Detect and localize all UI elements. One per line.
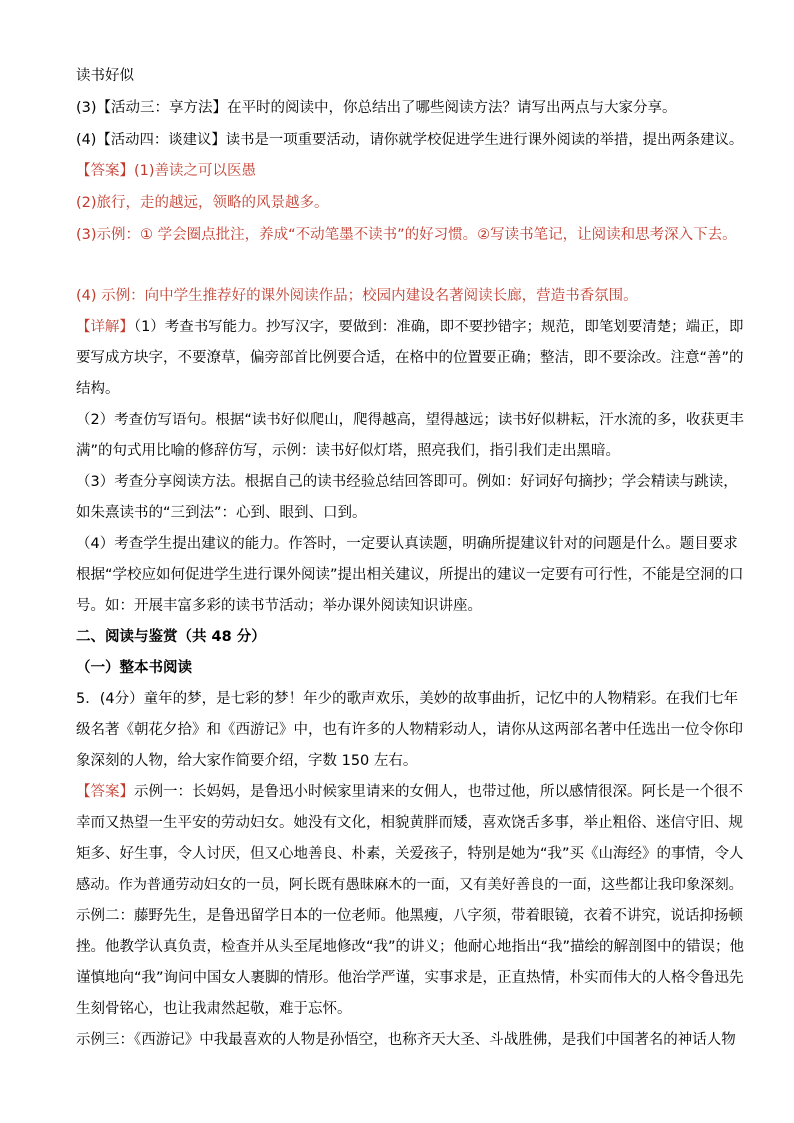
text-line: 要写成方块字，不要潦草，偏旁部首比例要合适，在格中的位置要正确；整洁，即不要涂改。注意“善”的 (76, 350, 744, 366)
highlight-segment: 【答案】 (76, 784, 134, 800)
text-line: （4）考查学生提出建议的能力。作答时，一定要认真读题，明确所提建议针对的问题是什么。题目要求 (76, 536, 738, 552)
text-line: 满”的句式用比喻的修辞仿写，示例：读书好似灯塔，照亮我们，指引我们走出黑暗。 (76, 443, 621, 459)
text-line: 示例三：《西游记》中我最喜欢的人物是孙悟空，也称齐天大圣、斗战胜佛，是我们中国著名的神话人物 (76, 1032, 736, 1048)
text-line: （2）考查仿写语句。根据“读书好似爬山，爬得越高，望得越远；读书好似耕耘，汗水流的多，收获更丰 (76, 412, 744, 428)
text-line: 5．(4分）童年的梦，是七彩的梦！年少的歌声欢乐，美妙的故事曲折，记忆中的人物精彩。在我们七年 (76, 691, 739, 707)
text-line: 级名著《朝花夕拾》和《西游记》中，也有许多的人物精彩动人，请你从这两部名著中任选出一位令你印 (76, 722, 743, 738)
text-line: 结构。 (76, 381, 120, 397)
text-line: 读书好似 (76, 68, 134, 84)
text-line: 矩多、好生事，令人讨厌，但又心地善良、朴素，关爱孩子，特别是她为“我”买《山海经》的事情，令人 (76, 846, 744, 862)
text-line: (3)示例：① 学会圈点批注，养成“不动笔墨不读书”的好习惯。②写读书笔记，让阅读和思考深入下去。 (76, 227, 737, 243)
text-line: 生刻骨铭心，也让我肃然起敬，难于忘怀。 (76, 1001, 352, 1017)
text-line: 号。如：开展丰富多彩的读书节活动；举办课外阅读知识讲座。 (76, 598, 482, 614)
highlight-segment: 【详解】 (76, 319, 134, 335)
highlight-segment: 【答案】 (76, 163, 134, 179)
highlight-segment: (1)善读之可以医愚 (134, 163, 257, 179)
text-line (76, 317, 744, 337)
text-line: 幸而又热望一生平安的劳动妇女。她没有文化，相貌黄胖而矮，喜欢饶舌多事，举止粗俗、迷信守旧、规 (76, 815, 743, 831)
text-line: (2)旅行，走的越远，领略的风景越多。 (76, 195, 329, 211)
text-line: 二、阅读与鉴赏（共 48 分） (76, 629, 266, 645)
text-line (76, 161, 256, 181)
text-line: （一）整本书阅读 (76, 660, 192, 676)
text-segment: （1）考查书写能力。抄写汉字，要做到：准确，即不要抄错字；规范，即笔划要清楚；端正，即 (133, 319, 744, 335)
text-line: 挫。他教学认真负责，检查并从头至尾地修改“我”的讲义；他耐心地指出“我”描绘的解剖图中的错误；他 (76, 939, 745, 955)
text-line: 根据“学校应如何促进学生进行课外阅读”提出相关建议，所提出的建议一定要有可行性，不能是空洞的口 (76, 567, 744, 583)
text-segment: 示例一：长妈妈，是鲁迅小时候家里请来的女佣人，也带过他，所以感情很深。阿长是一个很不 (134, 784, 743, 800)
text-line: 谨慎地向“我”询问中国女人裹脚的情形。他治学严谨，实事求是，正直热情，朴实而伟大的人格令鲁迅先 (76, 970, 744, 986)
text-line: 如朱熹读书的“三到法”：心到、眼到、口到。 (76, 505, 367, 521)
text-line: 象深刻的人物，给大家作简要介绍，字数 150 左右。 (76, 753, 418, 769)
text-line (76, 782, 743, 802)
text-line: (4)【活动四：谈建议】读书是一项重要活动，请你就学校促进学生进行课外阅读的举措，提出两条建议。 (76, 132, 744, 148)
text-line: 示例二：藤野先生，是鲁迅留学日本的一位老师。他黑瘦，八字须，带着眼镜，衣着不讲究，说话抑扬顿 (76, 908, 743, 924)
text-line: 感动。作为普通劳动妇女的一员，阿长既有愚昧麻木的一面，又有美好善良的一面，这些都让我印象深刻。 (76, 877, 743, 893)
text-line: （3）考查分享阅读方法。根据自己的读书经验总结回答即可。例如：好词好句摘抄；学会精读与跳读， (76, 474, 738, 490)
text-line: (3)【活动三：享方法】在平时的阅读中，你总结出了哪些阅读方法？请写出两点与大家分享。 (76, 100, 677, 116)
text-line: (4) 示例：向中学生推荐好的课外阅读作品；校园内建设名著阅读长廊，营造书香氛围。 (76, 288, 638, 304)
